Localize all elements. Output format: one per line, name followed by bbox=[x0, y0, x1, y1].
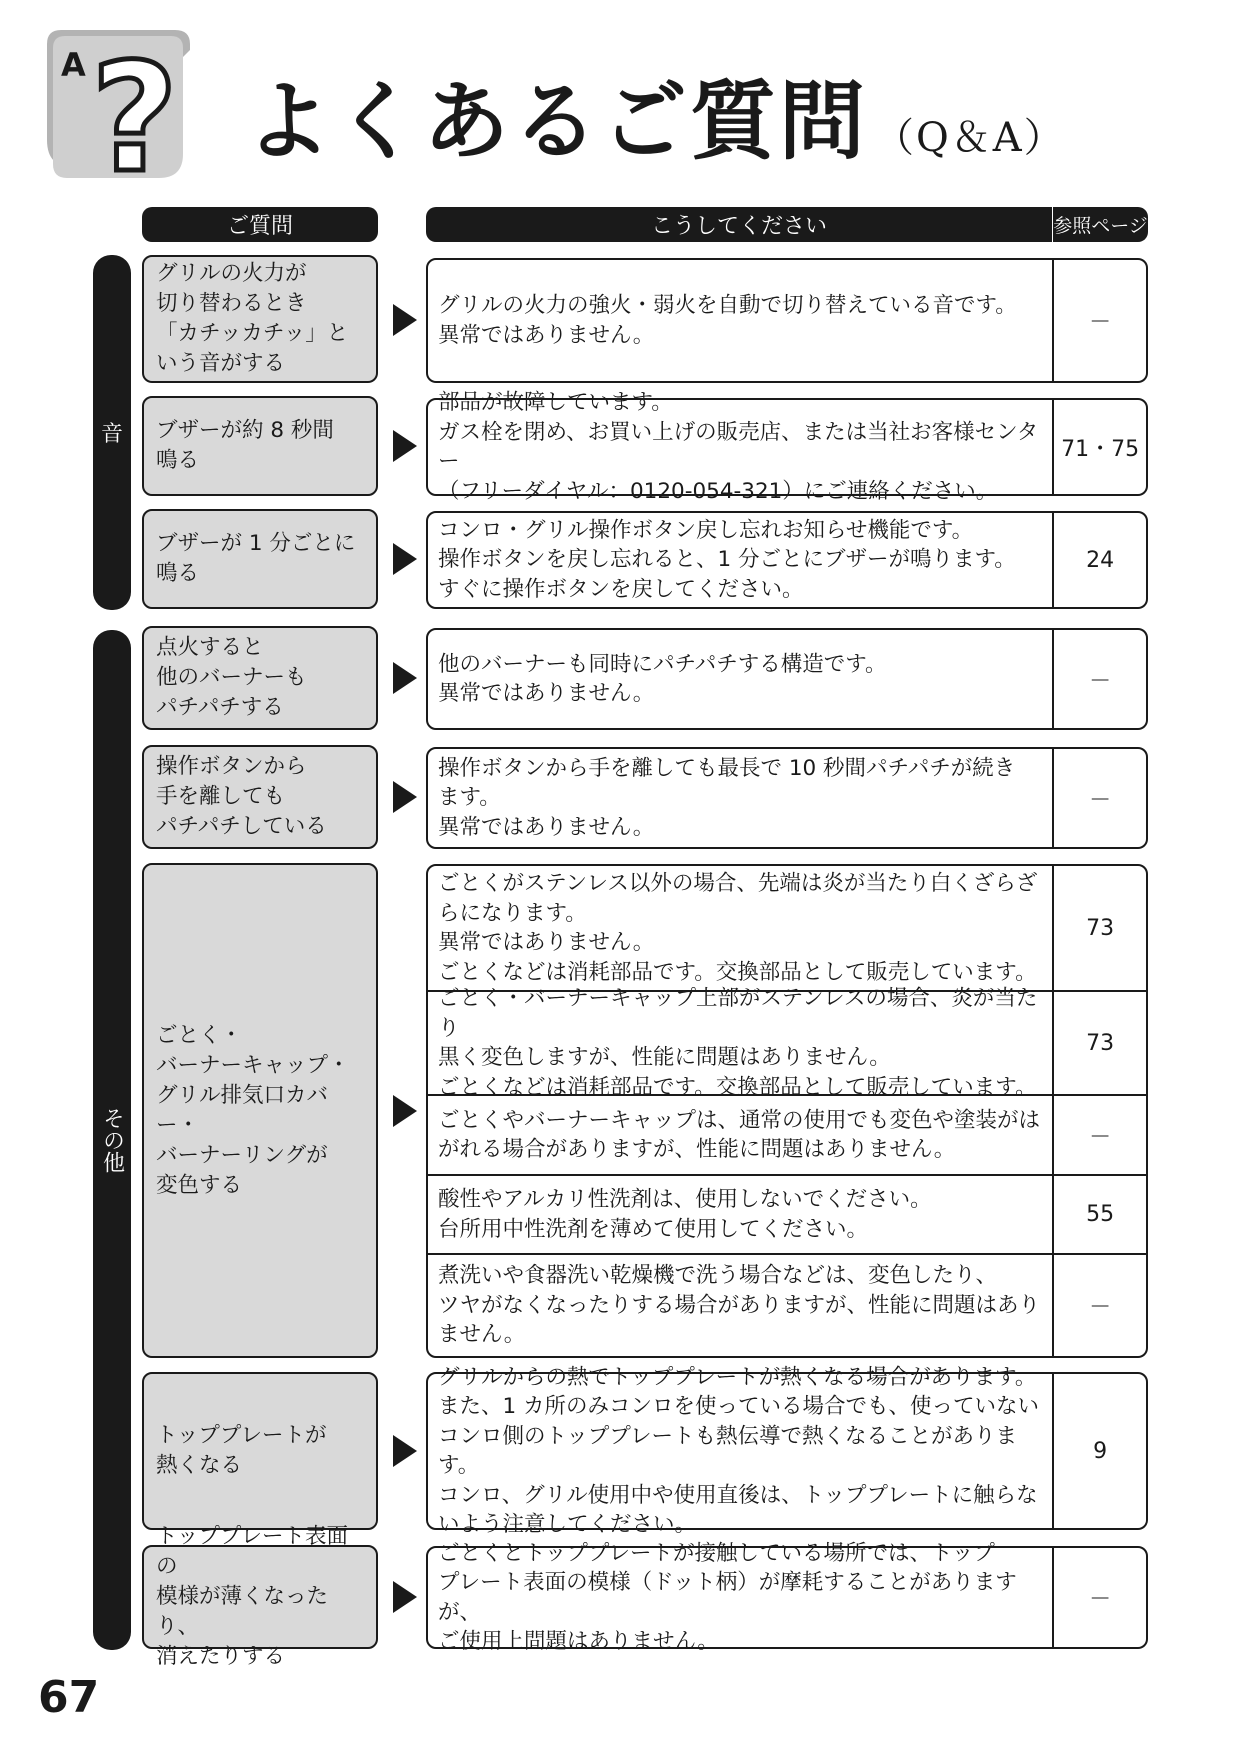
question-text: ごとく・ バーナーキャップ・ グリル排気口カバー・ バーナーリングが 変色する bbox=[156, 1022, 350, 1198]
answer-row bbox=[428, 1364, 1146, 1537]
question-box bbox=[142, 1372, 378, 1530]
answer-text: ごとくやバーナーキャップは、通常の使用でも変色や塗装がは がれる場合がありますが、性能に問題はありません。 bbox=[438, 1107, 1041, 1162]
arrow-right-icon bbox=[393, 781, 417, 813]
page-title bbox=[245, 52, 1066, 176]
answer-row bbox=[428, 986, 1146, 1100]
answer-ref-page: 73 bbox=[1052, 866, 1146, 990]
page-number: 67 bbox=[38, 1672, 100, 1723]
arrow-right-icon bbox=[393, 543, 417, 575]
answer-ref-page: － bbox=[1052, 1096, 1146, 1174]
question-box bbox=[142, 255, 378, 383]
question-text: トッププレートが 熱くなる bbox=[156, 1423, 327, 1478]
answer-ref-page: 73 bbox=[1052, 992, 1146, 1094]
answer-text: ごとくがステンレス以外の場合、先端は炎が当たり白くざらざ らになります。 異常ではありません。 ごとくなどは消耗部品です。交換部品として販売しています。 bbox=[438, 871, 1038, 985]
header-question: ご質問 bbox=[142, 207, 378, 242]
answer-text: 部品が故障しています。 ガス栓を閉め、お買い上げの販売店、または当社お客様センター （フリーダイヤル：0120-054-321）にご連絡ください。 bbox=[438, 390, 1039, 504]
question-box bbox=[142, 626, 378, 730]
question-box bbox=[142, 509, 378, 609]
answer-ref-page: 24 bbox=[1052, 513, 1146, 607]
arrow-right-icon bbox=[393, 1435, 417, 1467]
category-sound-label: 音 bbox=[100, 422, 123, 447]
answer-box bbox=[426, 1364, 1148, 1537]
answer-text: ごとく・バーナーキャップ上部がステンレスの場合、炎が当たり 黒く変色しますが、性能に問題はありません。 ごとくなどは消耗部品です。交換部品として販売しています。 bbox=[438, 986, 1038, 1100]
answer-box bbox=[426, 511, 1148, 609]
answer-text: コンロ・グリル操作ボタン戻し忘れお知らせ機能です。 操作ボタンを戻し忘れると、1 分ごとにブザーが鳴ります。 すぐに操作ボタンを戻してください。 bbox=[438, 517, 1016, 602]
answer-row bbox=[428, 1540, 1146, 1654]
answer-text: 酸性やアルカリ性洗剤は、使用しないでください。 台所用中性洗剤を薄めて使用してください。 bbox=[438, 1187, 932, 1242]
question-text: ブザーが 1 分ごとに 鳴る bbox=[156, 531, 356, 586]
arrow-right-icon bbox=[393, 1095, 417, 1127]
arrow-right-icon bbox=[393, 662, 417, 694]
category-other-label: その他 bbox=[99, 1107, 125, 1173]
answer-row bbox=[428, 1094, 1146, 1174]
qa-icon-letter: A bbox=[61, 46, 86, 84]
category-sound bbox=[93, 255, 131, 610]
answer-row bbox=[428, 1253, 1146, 1356]
question-text: 操作ボタンから 手を離しても パチパチしている bbox=[156, 754, 327, 839]
answer-box bbox=[426, 864, 1148, 1358]
question-box bbox=[142, 745, 378, 849]
header-answer: こうしてください bbox=[426, 207, 1052, 242]
answer-ref-page: － bbox=[1052, 260, 1146, 381]
qa-icon-glyph: ? bbox=[91, 32, 179, 180]
page-title-main: よくあるご質問 bbox=[245, 71, 868, 172]
answer-box bbox=[426, 747, 1148, 849]
answer-box bbox=[426, 1540, 1148, 1654]
answer-text: グリルの火力の強火・弱火を自動で切り替えている音です。 異常ではありません。 bbox=[438, 293, 1017, 348]
answer-row bbox=[428, 513, 1146, 607]
question-box bbox=[142, 396, 378, 496]
answer-row bbox=[428, 390, 1146, 504]
answer-text: 操作ボタンから手を離しても最長で 10 秒間パチパチが続き ます。 異常ではありません。 bbox=[438, 755, 1016, 840]
answer-text: グリルからの熱でトッププレートが熱くなる場合があります。 また、1 カ所のみコンロを使っている場合でも、使っていない コンロ側のトッププレートも熱伝導で熱くなることがあります。 コンロ、グリル使用中や使用直後は、トッププレートに触らな いよう注意してください。 bbox=[438, 1364, 1040, 1537]
answer-row bbox=[428, 630, 1146, 728]
answer-ref-page: － bbox=[1052, 1548, 1146, 1647]
answer-row bbox=[428, 1174, 1146, 1253]
answer-box bbox=[426, 390, 1148, 504]
question-text: トッププレート表面の 模様が薄くなったり、 消えたりする bbox=[156, 1524, 348, 1669]
question-box bbox=[142, 863, 378, 1358]
answer-box bbox=[426, 258, 1148, 383]
answer-row bbox=[428, 866, 1146, 990]
answer-row bbox=[428, 260, 1146, 381]
page-title-sub: （Q＆A） bbox=[874, 115, 1066, 161]
answer-box bbox=[426, 628, 1148, 730]
arrow-right-icon bbox=[393, 1581, 417, 1613]
arrow-right-icon bbox=[393, 430, 417, 462]
answer-ref-page: 71・75 bbox=[1052, 400, 1146, 494]
answer-ref-page: － bbox=[1052, 630, 1146, 728]
answer-text: 煮洗いや食器洗い乾燥機で洗う場合などは、変色したり、 ツヤがなくなったりする場合がありますが、性能に問題はあり ません。 bbox=[438, 1263, 1041, 1348]
question-box bbox=[142, 1524, 378, 1669]
answer-text: ごとくとトッププレートが接触している場所では、トップ プレート表面の模様（ドット柄）が摩耗することがありますが、 ご使用上問題はありません。 bbox=[438, 1540, 1017, 1654]
question-text: ブザーが約 8 秒間 鳴る bbox=[156, 418, 334, 473]
qa-question-icon bbox=[45, 28, 190, 180]
answer-ref-page: 55 bbox=[1052, 1176, 1146, 1253]
category-other bbox=[93, 630, 131, 1650]
answer-ref-page: － bbox=[1052, 1255, 1146, 1356]
answer-ref-page: － bbox=[1052, 749, 1146, 847]
question-text: グリルの火力が 切り替わるとき 「カチッカチッ」と いう音がする bbox=[156, 261, 349, 376]
header-ref-page: 参照ページ bbox=[1053, 207, 1148, 242]
arrow-right-icon bbox=[393, 304, 417, 336]
question-text: 点火すると 他のバーナーも パチパチする bbox=[156, 635, 307, 720]
answer-ref-page: 9 bbox=[1052, 1374, 1146, 1528]
answer-text: 他のバーナーも同時にパチパチする構造です。 異常ではありません。 bbox=[438, 651, 887, 706]
answer-row bbox=[428, 749, 1146, 847]
